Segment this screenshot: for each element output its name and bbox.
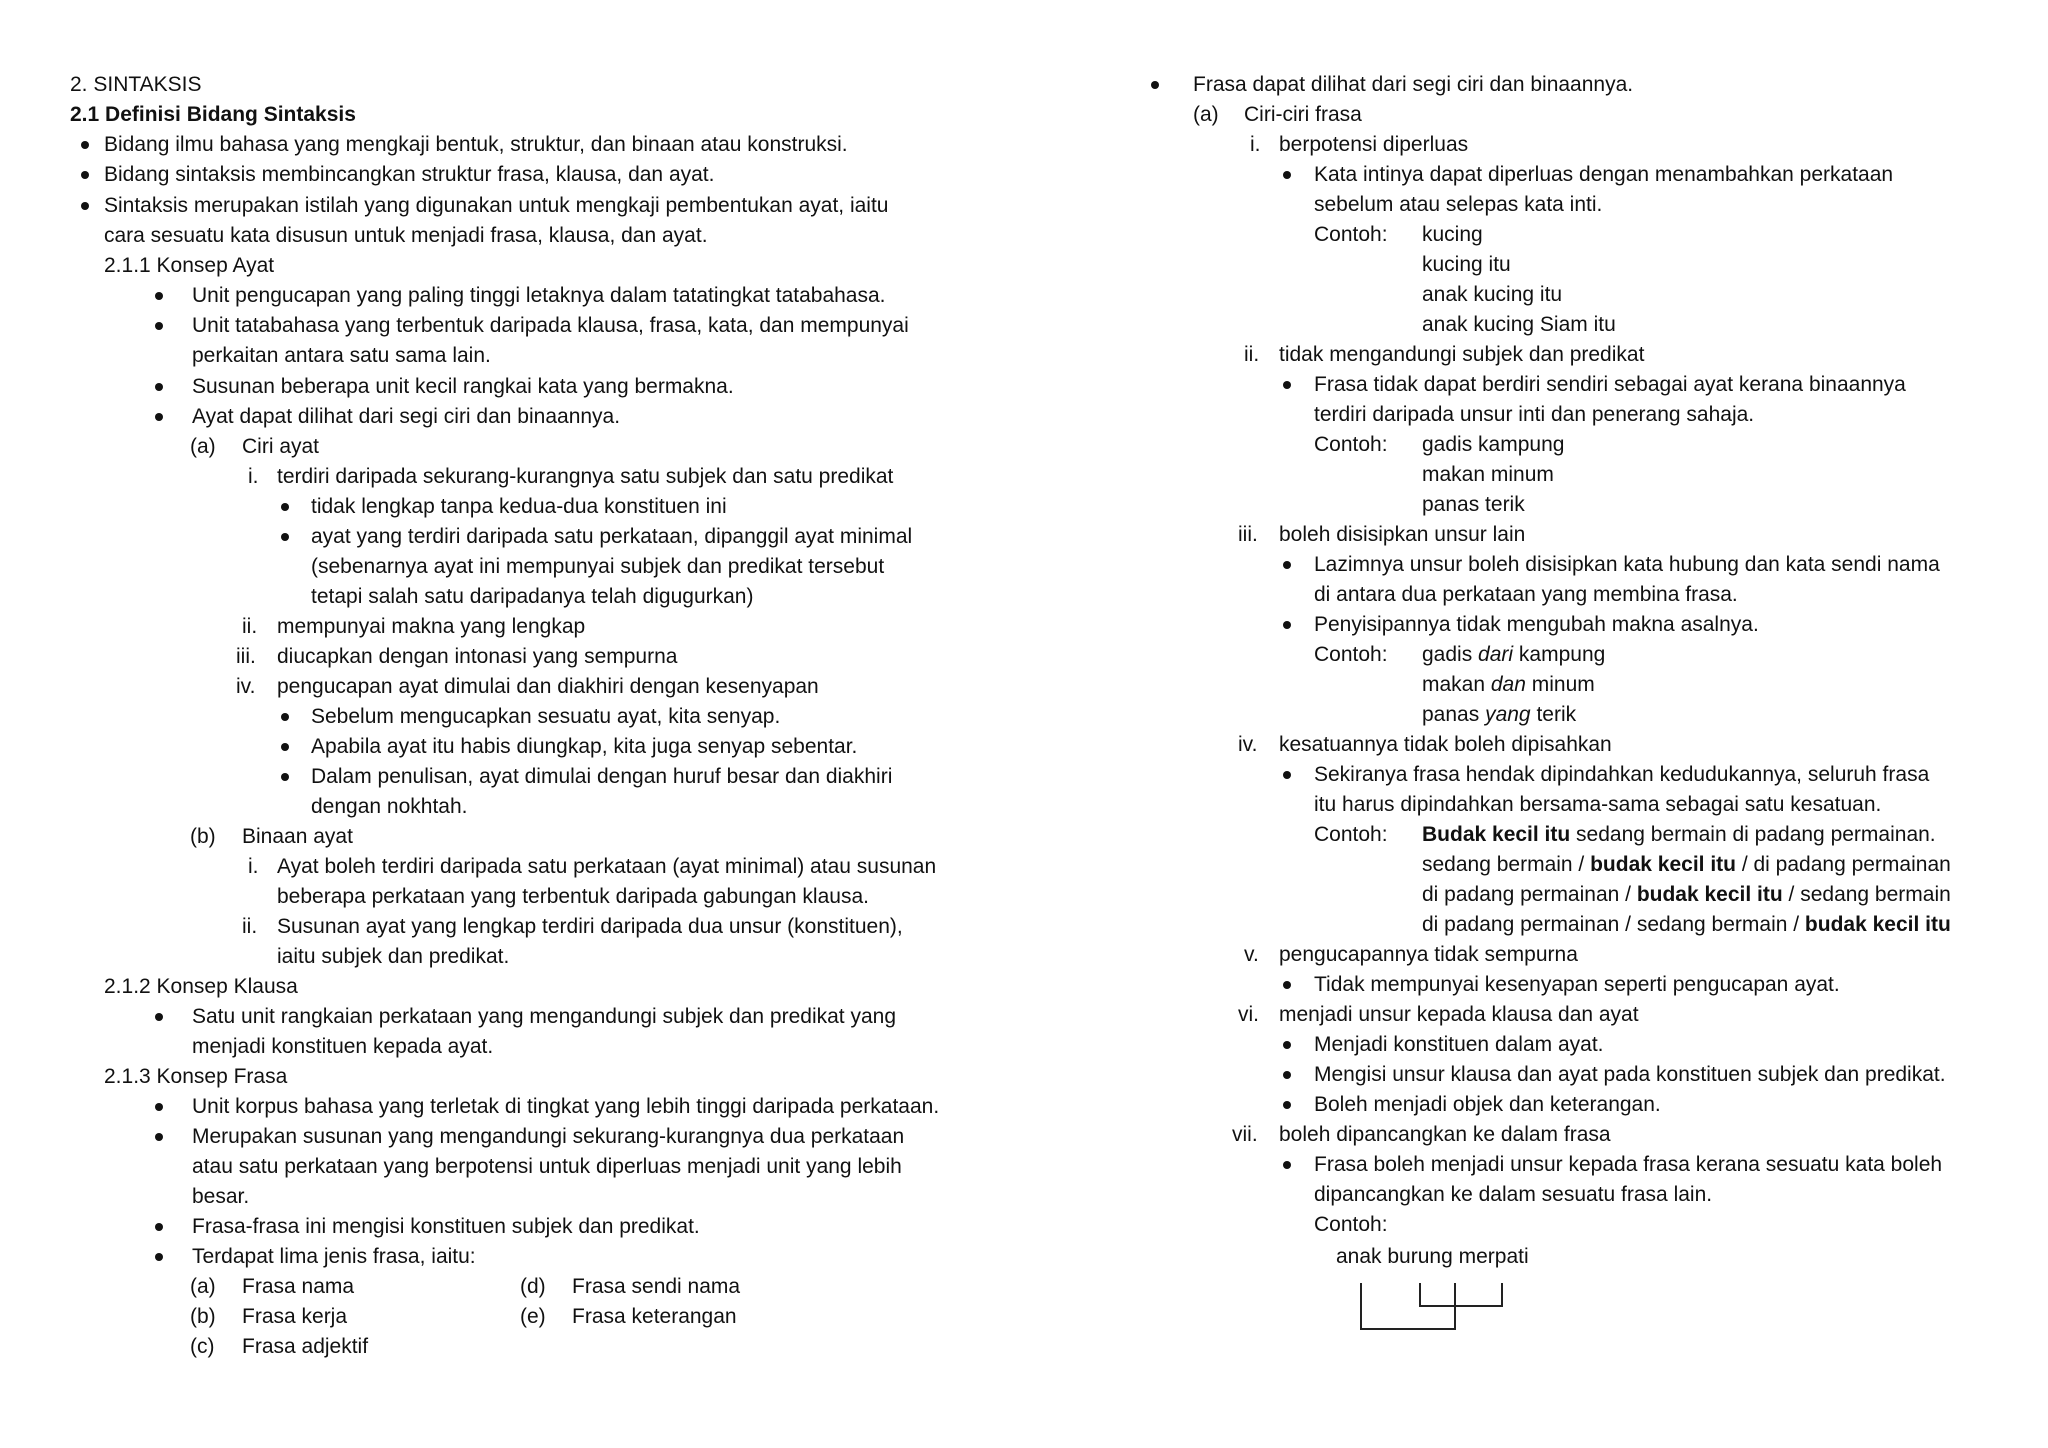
list-item: Satu unit rangkaian perkataan yang mengandungi subjek dan predikat yang xyxy=(192,1005,897,1028)
list-item-continuation: menjadi konstituen kepada ayat. xyxy=(192,1035,494,1058)
list-item-continuation: atau satu perkataan yang berpotensi untuk diperluas menjadi unit yang lebih xyxy=(192,1155,902,1178)
roman-numeral: iv. xyxy=(236,675,256,698)
list-item: Susunan ayat yang lengkap terdiri daripada dua unsur (konstituen), xyxy=(277,915,903,938)
list-item: pengucapan ayat dimulai dan diakhiri dengan kesenyapan xyxy=(277,675,819,698)
example-text: kucing itu xyxy=(1422,253,1511,276)
bullet xyxy=(281,743,289,751)
bullet xyxy=(1283,1071,1291,1079)
bullet xyxy=(81,171,89,179)
list-item: Kata intinya dapat diperluas dengan menambahkan perkataan xyxy=(1314,163,1894,186)
roman-numeral: ii. xyxy=(242,915,258,938)
list-marker: (b) xyxy=(190,825,216,848)
bullet xyxy=(81,141,89,149)
list-item: Mengisi unsur klausa dan ayat pada konstituen subjek dan predikat. xyxy=(1314,1063,1946,1086)
list-item-continuation: sebelum atau selepas kata inti. xyxy=(1314,193,1603,216)
list-label: Binaan ayat xyxy=(242,825,353,848)
list-item: Frasa tidak dapat berdiri sendiri sebagai ayat kerana binaannya xyxy=(1314,373,1906,396)
list-item-continuation: itu harus dipindahkan bersama-sama sebagai satu kesatuan. xyxy=(1314,793,1882,816)
example-label: Contoh: xyxy=(1314,643,1388,666)
bullet xyxy=(1283,561,1291,569)
roman-numeral: vi. xyxy=(1238,1003,1259,1026)
bullet xyxy=(1283,1041,1291,1049)
list-item: Menjadi konstituen dalam ayat. xyxy=(1314,1033,1604,1056)
list-item-continuation: dengan nokhtah. xyxy=(311,795,468,818)
list-item: Boleh menjadi objek dan keterangan. xyxy=(1314,1093,1661,1116)
example-label: Contoh: xyxy=(1314,1213,1388,1236)
roman-numeral: i. xyxy=(1250,133,1261,156)
list-item-continuation: terdiri daripada unsur inti dan penerang sahaja. xyxy=(1314,403,1755,426)
roman-numeral: iii. xyxy=(1238,523,1258,546)
example-text: makan dan minum xyxy=(1422,673,1595,696)
bullet xyxy=(155,1013,163,1021)
bullet xyxy=(281,533,289,541)
roman-numeral: ii. xyxy=(1244,343,1260,366)
bullet xyxy=(155,292,163,300)
list-item: Lazimnya unsur boleh disisipkan kata hubung dan kata sendi nama xyxy=(1314,553,1940,576)
list-item: tidak lengkap tanpa kedua-dua konstituen ini xyxy=(311,495,727,518)
list-item: Dalam penulisan, ayat dimulai dengan huruf besar dan diakhiri xyxy=(311,765,893,788)
list-item: Frasa boleh menjadi unsur kepada frasa kerana sesuatu kata boleh xyxy=(1314,1153,1943,1176)
example-label: Contoh: xyxy=(1314,223,1388,246)
example-text: Budak kecil itu sedang bermain di padang permainan. xyxy=(1422,823,1936,846)
subsection-title-ayat: 2.1.1 Konsep Ayat xyxy=(104,254,275,277)
bullet xyxy=(155,1103,163,1111)
list-item: tidak mengandungi subjek dan predikat xyxy=(1279,343,1645,366)
example-label: Contoh: xyxy=(1314,433,1388,456)
list-item-continuation: dipancangkan ke dalam sesuatu frasa lain. xyxy=(1314,1183,1713,1206)
list-item: Sekiranya frasa hendak dipindahkan kedudukannya, seluruh frasa xyxy=(1314,763,1930,786)
list-item-continuation: (sebenarnya ayat ini mempunyai subjek dan predikat tersebut xyxy=(311,555,885,578)
section-heading: 2. SINTAKSIS xyxy=(70,73,202,96)
bullet xyxy=(1283,171,1291,179)
bullet xyxy=(155,413,163,421)
example-text: makan minum xyxy=(1422,463,1554,486)
example-text: kucing xyxy=(1422,223,1483,246)
bullet xyxy=(281,773,289,781)
roman-numeral: v. xyxy=(1244,943,1259,966)
list-item-continuation: di antara dua perkataan yang membina frasa. xyxy=(1314,583,1738,606)
list-item: terdiri daripada sekurang-kurangnya satu subjek dan satu predikat xyxy=(277,465,894,488)
bullet xyxy=(1283,1161,1291,1169)
example-label: Contoh: xyxy=(1314,823,1388,846)
list-label: Ciri-ciri frasa xyxy=(1244,103,1362,126)
list-item: berpotensi diperluas xyxy=(1279,133,1469,156)
list-item: Unit korpus bahasa yang terletak di tingkat yang lebih tinggi daripada perkataan. xyxy=(192,1095,940,1118)
list-marker: (c) xyxy=(190,1335,215,1358)
list-item: mempunyai makna yang lengkap xyxy=(277,615,586,638)
phrase-type: Frasa kerja xyxy=(242,1305,348,1328)
bullet xyxy=(1283,1101,1291,1109)
list-item: Unit tatabahasa yang terbentuk daripada klausa, frasa, kata, dan mempunyai xyxy=(192,314,909,337)
list-item: diucapkan dengan intonasi yang sempurna xyxy=(277,645,678,668)
list-item: Apabila ayat itu habis diungkap, kita juga senyap sebentar. xyxy=(311,735,858,758)
bullet xyxy=(281,503,289,511)
bullet xyxy=(155,1223,163,1231)
list-item: boleh disisipkan unsur lain xyxy=(1279,523,1526,546)
list-label: Ciri ayat xyxy=(242,435,320,458)
list-marker: (a) xyxy=(190,1275,216,1298)
list-item-continuation: cara sesuatu kata disusun untuk menjadi frasa, klausa, dan ayat. xyxy=(104,224,708,247)
example-text: anak kucing Siam itu xyxy=(1422,313,1616,336)
bullet xyxy=(1151,81,1159,89)
list-item: Tidak mempunyai kesenyapan seperti pengucapan ayat. xyxy=(1314,973,1840,996)
example-text: anak burung merpati xyxy=(1336,1245,1529,1268)
example-text: panas terik xyxy=(1422,493,1525,516)
roman-numeral: i. xyxy=(248,855,259,878)
list-item-continuation: tetapi salah satu daripadanya telah digugurkan) xyxy=(311,585,754,608)
subsection-title-klausa: 2.1.2 Konsep Klausa xyxy=(104,975,298,998)
list-item: Frasa dapat dilihat dari segi ciri dan binaannya. xyxy=(1193,73,1634,96)
list-item: boleh dipancangkan ke dalam frasa xyxy=(1279,1123,1611,1146)
phrase-type: Frasa nama xyxy=(242,1275,355,1298)
list-marker: (b) xyxy=(190,1305,216,1328)
bullet xyxy=(155,1133,163,1141)
example-text: gadis dari kampung xyxy=(1422,643,1606,666)
example-text: anak kucing itu xyxy=(1422,283,1563,306)
list-item: pengucapannya tidak sempurna xyxy=(1279,943,1578,966)
phrase-type: Frasa keterangan xyxy=(572,1305,737,1328)
roman-numeral: vii. xyxy=(1232,1123,1258,1146)
list-item-continuation: iaitu subjek dan predikat. xyxy=(277,945,510,968)
outer-constituent-bracket xyxy=(1360,1283,1456,1330)
list-item: Bidang sintaksis membincangkan struktur frasa, klausa, dan ayat. xyxy=(104,163,715,186)
example-text: panas yang terik xyxy=(1422,703,1577,726)
roman-numeral: i. xyxy=(248,465,259,488)
list-item: Merupakan susunan yang mengandungi sekurang-kurangnya dua perkataan xyxy=(192,1125,905,1148)
bullet xyxy=(1283,771,1291,779)
list-item: Ayat dapat dilihat dari segi ciri dan binaannya. xyxy=(192,405,621,428)
bullet xyxy=(155,1253,163,1261)
roman-numeral: iii. xyxy=(236,645,256,668)
list-item: Sebelum mengucapkan sesuatu ayat, kita senyap. xyxy=(311,705,781,728)
example-text: di padang permainan / budak kecil itu / sedang bermain xyxy=(1422,883,1951,906)
list-item: menjadi unsur kepada klausa dan ayat xyxy=(1279,1003,1639,1026)
list-item: Penyisipannya tidak mengubah makna asalnya. xyxy=(1314,613,1759,636)
list-item: ayat yang terdiri daripada satu perkataan, dipanggil ayat minimal xyxy=(311,525,913,548)
list-item: Bidang ilmu bahasa yang mengkaji bentuk, struktur, dan binaan atau konstruksi. xyxy=(104,133,848,156)
bullet xyxy=(155,322,163,330)
bullet xyxy=(1283,381,1291,389)
bullet xyxy=(1283,981,1291,989)
phrase-type: Frasa adjektif xyxy=(242,1335,369,1358)
example-text: gadis kampung xyxy=(1422,433,1565,456)
list-marker: (a) xyxy=(1193,103,1219,126)
roman-numeral: iv. xyxy=(1238,733,1258,756)
list-marker: (d) xyxy=(520,1275,546,1298)
section-subheading: 2.1 Definisi Bidang Sintaksis xyxy=(70,103,356,126)
list-marker: (a) xyxy=(190,435,216,458)
list-item-continuation: besar. xyxy=(192,1185,250,1208)
list-item: Susunan beberapa unit kecil rangkai kata yang bermakna. xyxy=(192,375,734,398)
list-item-continuation: beberapa perkataan yang terbentuk daripada gabungan klausa. xyxy=(277,885,869,908)
roman-numeral: ii. xyxy=(242,615,258,638)
list-item: Terdapat lima jenis frasa, iaitu: xyxy=(192,1245,476,1268)
list-item: Frasa-frasa ini mengisi konstituen subjek dan predikat. xyxy=(192,1215,700,1238)
list-item: Unit pengucapan yang paling tinggi letaknya dalam tatatingkat tatabahasa. xyxy=(192,284,886,307)
list-marker: (e) xyxy=(520,1305,546,1328)
list-item: kesatuannya tidak boleh dipisahkan xyxy=(1279,733,1612,756)
example-text: sedang bermain / budak kecil itu / di padang permainan xyxy=(1422,853,1951,876)
subsection-title-frasa: 2.1.3 Konsep Frasa xyxy=(104,1065,288,1088)
bullet xyxy=(155,383,163,391)
list-item: Sintaksis merupakan istilah yang digunakan untuk mengkaji pembentukan ayat, iaitu xyxy=(104,194,889,217)
bullet xyxy=(1283,621,1291,629)
bullet xyxy=(81,202,89,210)
list-item-continuation: perkaitan antara satu sama lain. xyxy=(192,344,491,367)
list-item: Ayat boleh terdiri daripada satu perkataan (ayat minimal) atau susunan xyxy=(277,855,937,878)
example-text: di padang permainan / sedang bermain / budak kecil itu xyxy=(1422,913,1951,936)
phrase-type: Frasa sendi nama xyxy=(572,1275,741,1298)
bullet xyxy=(281,713,289,721)
